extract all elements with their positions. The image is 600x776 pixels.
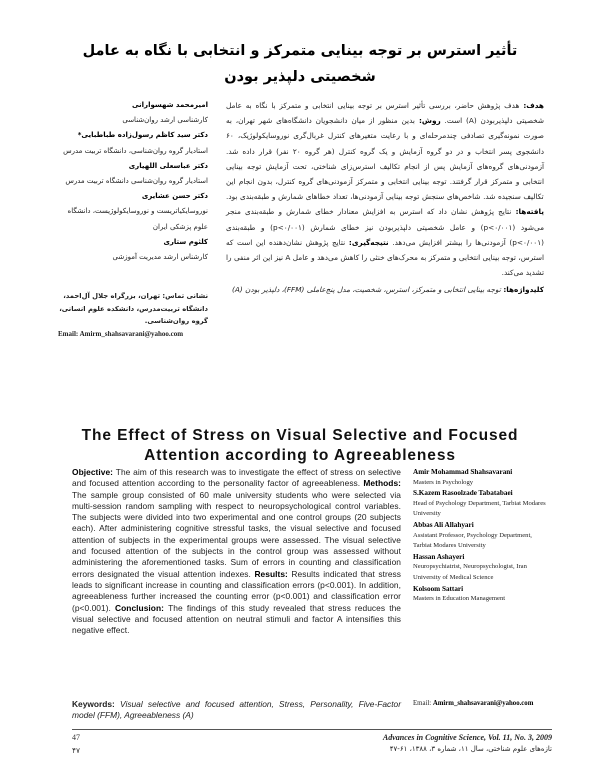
persian-author-name: کلثوم ستاری [163, 237, 208, 246]
author-name: Kolsoom Sattari [413, 584, 464, 593]
persian-method-text: بدین منظور از میان دانشجویان دانشگاه‌های شهر تهران، به صورت نمونه‌گیری تصادفی چندمرحله‌ای و با رعایت متغیرهای کنترل غربال‌گری نوروسایکولوژیک، ۶۰ دانشجوی پسر انتخاب و در دو گروه آزمایش و یک گروه کنترل (هر گروه ۲۰ نفر) قرار داده شد. آزمودنی‌های گروه‌های آزمایش پس از انجام تکالیف استرس‌زای شناختی، تحت آزمایش توجه بینایی انتخابی و متمرکز قرار گرفتند. توجه بینایی انتخابی و متمرکز آزمودنی‌های گروه کنترل، بدون انجام این تکالیف سنجیده شد. شاخص‌های سنجش توجه بینایی آزمودنی‌ها، تعداد خطاهای شمارش و طبقه‌بندی بود. [226, 116, 544, 202]
persian-conclusion-label: نتیجه‌گیری: [345, 237, 389, 247]
journal-citation-persian: تازه‌های علوم شناختی، سال ۱۱، شماره ۳، ۱۳۸۸، ۶۱-۴۷ [389, 745, 552, 753]
persian-goal-label: هدف: [519, 101, 544, 110]
footer-rule [72, 729, 552, 730]
persian-author-4 [58, 189, 208, 235]
persian-author-2 [58, 128, 208, 158]
author-name: Amir Mohammad Shahsavarani [413, 468, 513, 476]
persian-abstract [226, 98, 544, 280]
english-author-2 [413, 488, 551, 520]
english-title [60, 426, 540, 466]
english-email [413, 700, 553, 707]
persian-results-text: نتایج پژوهش نشان داد که استرس به افزایش معنادار خطای شمارش و طبقه‌بندی منجر می‌شود (p<۰/۰۰۱) و عامل شخصیتی دلپذیربودن نیز خطای شمارش (p<۰/۰۰۱) و طبقه‌بندی (p<۰/۰۰۱) آزمودنی‌ها را بیشتر افزایش می‌دهد. [226, 207, 545, 247]
persian-author-name: دکتر حسن عشایری [141, 192, 208, 201]
methods-label: Methods: [363, 478, 401, 489]
english-author-5 [413, 584, 551, 605]
author-affiliation: Neuropsychiatrist, Neuropsychologist, Iran University of Medical Science [413, 563, 527, 581]
english-author-3 [413, 520, 551, 552]
conclusion-label: Conclusion: [115, 602, 169, 613]
persian-author-affiliation: استادیار گروه روان‌شناسی، دانشگاه تربیت مدرس [63, 146, 208, 155]
methods-text: The sample group consisted of 60 male university students who were selected via multi-session random sampling with respect to neuropsychological control variables. The subjects were divided into two experimental and one control groups (20 subjects each). After administering cognitive stressful tasks, the visual selective and focused attention of subjects in the experimental groups were assessed. The visual selective and focused attention of the subjects in the control group was assessed without administering the aforementioned tasks. Sum of errors in counting and classification errors designated the visual attention indexes. [72, 489, 401, 579]
persian-author-1 [58, 98, 208, 128]
author-name: Abbas Ali Allahyari [413, 520, 474, 529]
author-name: Hassan Ashayeri [413, 552, 465, 561]
page-number-persian: ۴۷ [72, 746, 81, 755]
objective-label: Objective: [72, 467, 116, 477]
english-authors [413, 467, 551, 605]
persian-author-affiliation: استادیار گروه روان‌شناسی دانشگاه تربیت مدرس [65, 177, 208, 186]
results-label: Results: [254, 568, 292, 579]
persian-author-3 [58, 159, 208, 189]
objective-text: The aim of this research was to investigate the effect of stress on selective and focused attention according to the personality factor of agreeableness. [72, 467, 401, 489]
persian-conclusion-text: نتایج پژوهش نشان‌دهنده این است که استرس، توجه بینایی انتخابی و متمرکز به محرک‌های خنثی را کاهش می‌دهد و عامل A نیز این اثر منفی را تشدید می‌کند. [226, 237, 544, 278]
persian-author-name: امیرمحمد شهسوارانی [131, 101, 208, 109]
persian-contact-address: نشانی تماس: تهران، بزرگراه جلال آل‌احمد، دانشگاه تربیت‌مدرس، دانشکده علوم انسانی، گروه روان‌شناسی. [59, 292, 208, 325]
english-abstract [72, 467, 401, 636]
persian-title-line-1: تأثیر استرس بر توجه بینایی متمرکز و انتخابی با نگاه به عامل [82, 43, 518, 59]
persian-author-affiliation: کارشناسی ارشد روان‌شناسی [122, 116, 208, 125]
persian-keywords [226, 282, 544, 297]
persian-author-affiliation: نوروسایکیاتریست و نوروسایکولوژیست، دانشگاه علوم پزشکی ایران [67, 207, 208, 231]
persian-author-affiliation: کارشناس ارشد مدیریت آموزشی [112, 253, 208, 262]
persian-keywords-text: توجه بینایی انتخابی و متمرکز، استرس، شخصیت، مدل پنج‌عاملی (FFM)، دلپذیر بودن (A) [232, 285, 501, 294]
page-number-english: 47 [72, 733, 80, 742]
persian-title-line-2: شخصیتی دلپذیر بودن [224, 69, 376, 85]
results-text: Results indicated that stress leads to significant increase in counting and classification errors (p<0.001). In addition, agreeableness further increased the counting error (p<0.001) and classification error (p<0.001). [72, 568, 402, 613]
persian-method-label: روش: [414, 116, 441, 126]
persian-contact [58, 290, 208, 340]
keywords-label: Keywords: [72, 699, 121, 709]
persian-author-name: دکتر سید کاظم رسول‌زاده طباطبایی* [77, 131, 208, 140]
english-title-line-1: The Effect of Stress on Visual Selective and Focused [81, 427, 519, 444]
persian-keywords-label: کلیدواژه‌ها: [500, 285, 544, 294]
author-affiliation: Masters in Education Management [413, 595, 506, 603]
journal-citation-english: Advances in Cognitive Science, Vol. 11, No. 3, 2009 [382, 733, 552, 742]
english-author-1 [413, 467, 551, 488]
keywords-text: Visual selective and focused attention, Stress, Personality, Five-Factor model (FFM), Agreeableness (A) [72, 699, 401, 721]
persian-author-name: دکتر عباسعلی اللهیاری [128, 161, 208, 170]
english-title-line-2: Attention according to Agreeableness [144, 447, 456, 464]
author-affiliation: Assistant Professor, Psychology Department, Tarbiat Modares University [413, 531, 532, 550]
persian-author-5 [58, 235, 208, 265]
persian-goal-text: هدف پژوهش حاضر، بررسی تأثیر استرس بر توجه بینایی انتخابی و متمرکز با نگاه به عامل شخصیتی دلپذیربودن (A) است. [226, 101, 544, 126]
author-affiliation: Masters in Psychology [413, 478, 474, 486]
persian-authors [58, 98, 208, 265]
persian-title [80, 38, 520, 90]
author-name: S.Kazem Rasoolzade Tabatabaei [413, 489, 513, 498]
conclusion-text: The findings of this study revealed that stress reduces the visual selective and focused attention on neutral stimuli and factor A intensifies this negative effect. [72, 602, 402, 636]
persian-contact-email: Email: Amirm_shahsavarani@yahoo.com [58, 329, 184, 338]
english-keywords [72, 699, 401, 722]
persian-results-label: یافته‌ها: [511, 207, 545, 217]
email-label: Email: [413, 700, 433, 707]
email-address: Amirm_shahsavarani@yahoo.com [432, 700, 534, 707]
english-author-4 [413, 552, 551, 584]
author-affiliation: Head of Psychology Department, Tarbiat Modares University [413, 499, 546, 518]
